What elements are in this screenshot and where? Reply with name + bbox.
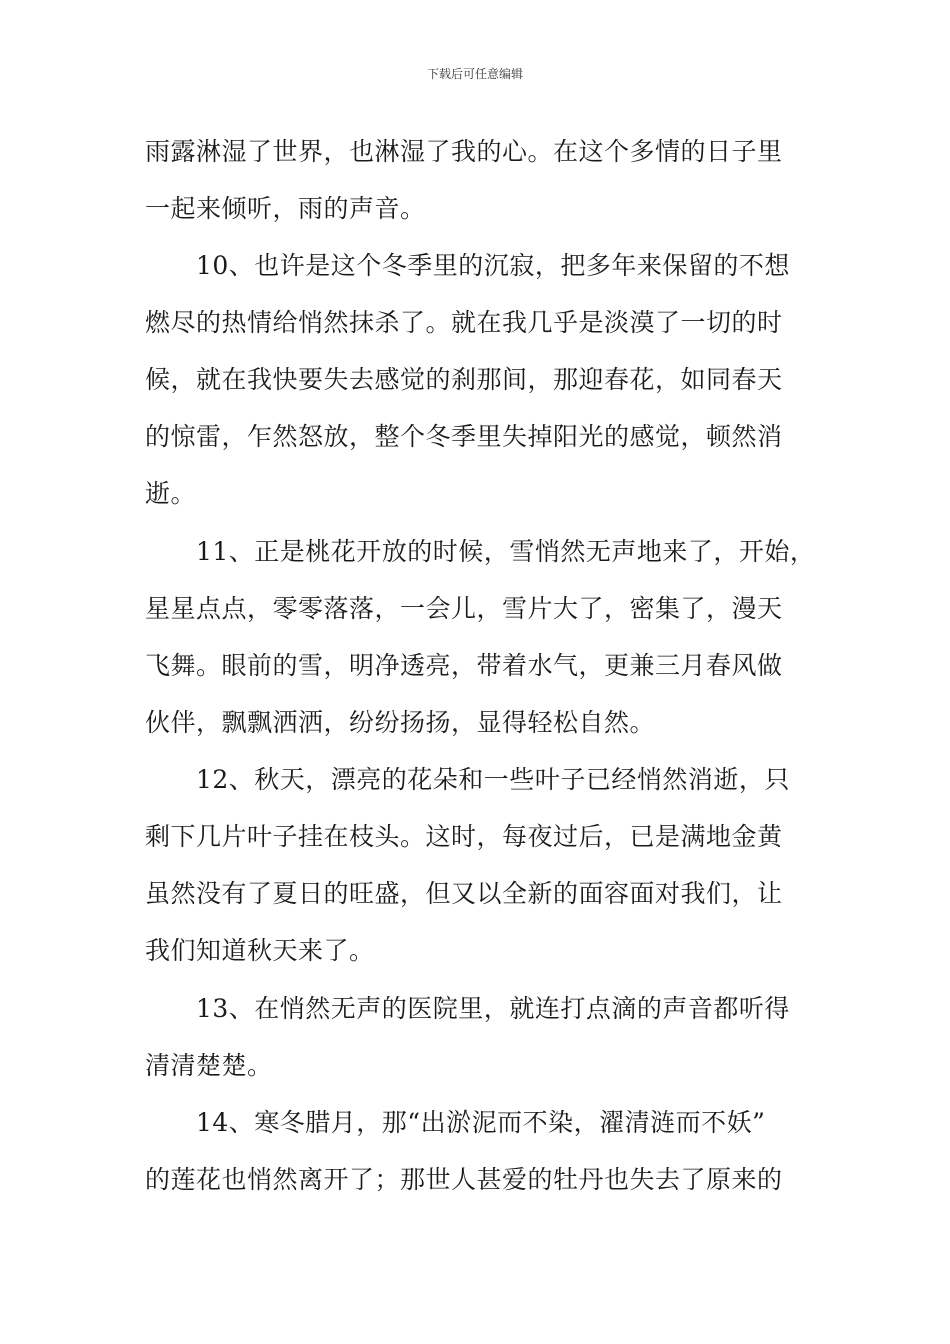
text-line: 飞舞。眼前的雪，明净透亮，带着水气，更兼三月春风做: [145, 651, 783, 680]
text-line: 一起来倾听，雨的声音。: [145, 194, 426, 223]
text-line: 清清楚楚。: [145, 1051, 273, 1080]
text-line: 星星点点，零零落落，一会儿，雪片大了，密集了，漫天: [145, 594, 783, 623]
text-line: 候，就在我快要失去感觉的刹那间，那迎春花，如同春天: [145, 365, 783, 394]
text-line: 燃尽的热情给悄然抹杀了。就在我几乎是淡漠了一切的时: [145, 308, 783, 337]
text-line: 11、正是桃花开放的时候，雪悄然无声地来了，开始，: [196, 537, 816, 566]
text-line: 的惊雷，乍然怒放，整个冬季里失掉阳光的感觉，顿然消: [145, 422, 783, 451]
text-line: 剩下几片叶子挂在枝头。这时，每夜过后，已是满地金黄: [145, 822, 783, 851]
text-line: 12、秋天，漂亮的花朵和一些叶子已经悄然消逝，只: [196, 765, 790, 794]
text-line: 伙伴，飘飘洒洒，纷纷扬扬，显得轻松自然。: [145, 708, 656, 737]
text-line: 13、在悄然无声的医院里，就连打点滴的声音都听得: [196, 994, 790, 1023]
text-line: 虽然没有了夏日的旺盛，但又以全新的面容面对我们，让: [145, 879, 783, 908]
text-line: 的莲花也悄然离开了；那世人甚爱的牡丹也失去了原来的: [145, 1165, 783, 1194]
text-line: 10、也许是这个冬季里的沉寂，把多年来保留的不想: [196, 251, 790, 280]
text-line: 14、寒冬腊月，那“出淤泥而不染，濯清涟而不妖”: [196, 1108, 766, 1137]
text-line: 雨露淋湿了世界，也淋湿了我的心。在这个多情的日子里: [145, 137, 783, 166]
page-header: 下载后可任意编辑: [426, 67, 523, 81]
text-line: 我们知道秋天来了。: [145, 936, 375, 965]
text-line: 逝。: [145, 479, 197, 508]
